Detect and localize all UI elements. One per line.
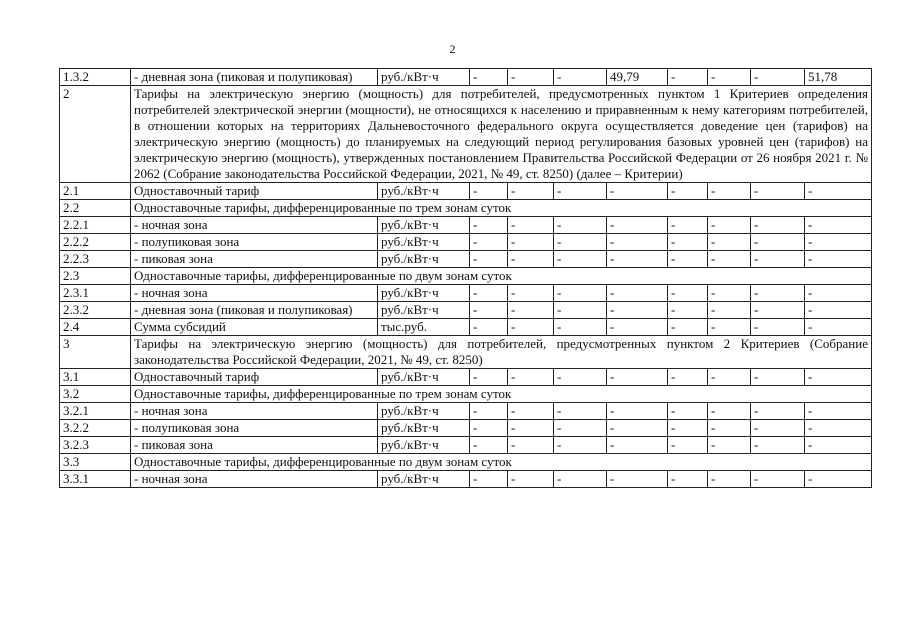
row-number: 2.2.2 (60, 234, 131, 251)
row-value-3: - (554, 471, 607, 488)
row-value-8: - (805, 319, 872, 336)
table-row-header (60, 86, 872, 183)
table-row-section (60, 454, 872, 471)
row-unit: руб./кВт·ч (378, 437, 470, 454)
row-value-8: - (805, 302, 872, 319)
row-unit: руб./кВт·ч (378, 420, 470, 437)
row-name: - полупиковая зона (131, 420, 378, 437)
row-unit: руб./кВт·ч (378, 183, 470, 200)
table-row-detail (60, 251, 872, 268)
row-value-6: - (708, 183, 751, 200)
table-row-detail (60, 302, 872, 319)
row-number: 1.3.2 (60, 69, 131, 86)
row-value-8: - (805, 369, 872, 386)
row-value-2: - (508, 183, 554, 200)
table-row-detail (60, 183, 872, 200)
row-number: 3.1 (60, 369, 131, 386)
row-value-2: - (508, 251, 554, 268)
row-name: Одноставочный тариф (131, 183, 378, 200)
table-row-detail (60, 403, 872, 420)
row-number: 2.3 (60, 268, 131, 285)
row-value-6: - (708, 471, 751, 488)
row-value-4: - (607, 217, 668, 234)
row-value-1: - (470, 319, 508, 336)
row-value-2: - (508, 420, 554, 437)
row-value-4: - (607, 369, 668, 386)
table-row-detail (60, 69, 872, 86)
row-value-7: - (751, 369, 805, 386)
row-value-7: - (751, 69, 805, 86)
row-unit: руб./кВт·ч (378, 217, 470, 234)
row-value-1: - (470, 369, 508, 386)
row-value-2: - (508, 471, 554, 488)
row-value-7: - (751, 403, 805, 420)
row-name: - дневная зона (пиковая и полупиковая) (131, 302, 378, 319)
row-value-5: - (668, 420, 708, 437)
row-value-5: - (668, 369, 708, 386)
row-value-4: - (607, 285, 668, 302)
row-number: 3 (60, 336, 131, 369)
row-unit: тыс.руб. (378, 319, 470, 336)
row-value-6: - (708, 234, 751, 251)
row-value-3: - (554, 403, 607, 420)
row-unit: руб./кВт·ч (378, 403, 470, 420)
row-value-7: - (751, 319, 805, 336)
row-value-8: - (805, 471, 872, 488)
row-name: - дневная зона (пиковая и полупиковая) (131, 69, 378, 86)
row-value-4: - (607, 437, 668, 454)
row-value-5: - (668, 302, 708, 319)
row-value-6: - (708, 319, 751, 336)
row-value-6: - (708, 403, 751, 420)
table-row-detail (60, 369, 872, 386)
row-number: 2.1 (60, 183, 131, 200)
row-number: 3.2.2 (60, 420, 131, 437)
row-value-6: - (708, 251, 751, 268)
row-unit: руб./кВт·ч (378, 302, 470, 319)
row-value-7: - (751, 302, 805, 319)
row-value-3: - (554, 437, 607, 454)
row-value-1: - (470, 69, 508, 86)
row-value-3: - (554, 285, 607, 302)
table-row-header (60, 336, 872, 369)
row-value-4: - (607, 471, 668, 488)
row-value-4: - (607, 251, 668, 268)
row-value-4: - (607, 302, 668, 319)
table-row-section (60, 200, 872, 217)
row-value-4: - (607, 234, 668, 251)
row-value-6: - (708, 369, 751, 386)
table-row-detail (60, 234, 872, 251)
row-value-5: - (668, 319, 708, 336)
row-value-1: - (470, 234, 508, 251)
section-title: Одноставочные тарифы, дифференцированные по двум зонам суток (131, 268, 872, 285)
row-value-2: - (508, 217, 554, 234)
row-number: 2 (60, 86, 131, 183)
table-row-section (60, 268, 872, 285)
row-value-3: - (554, 369, 607, 386)
row-value-7: - (751, 183, 805, 200)
row-value-2: - (508, 403, 554, 420)
row-value-8: - (805, 217, 872, 234)
row-unit: руб./кВт·ч (378, 251, 470, 268)
row-number: 2.2 (60, 200, 131, 217)
row-number: 3.2 (60, 386, 131, 403)
row-value-3: - (554, 183, 607, 200)
row-value-7: - (751, 285, 805, 302)
table-row-section (60, 386, 872, 403)
row-number: 2.3.1 (60, 285, 131, 302)
row-value-1: - (470, 420, 508, 437)
row-value-6: - (708, 285, 751, 302)
row-unit: руб./кВт·ч (378, 69, 470, 86)
row-value-3: - (554, 217, 607, 234)
row-value-5: - (668, 251, 708, 268)
table-row-detail (60, 319, 872, 336)
row-value-5: - (668, 217, 708, 234)
row-value-7: - (751, 471, 805, 488)
row-name: - ночная зона (131, 217, 378, 234)
row-value-2: - (508, 285, 554, 302)
row-value-8: - (805, 183, 872, 200)
row-value-8: - (805, 234, 872, 251)
row-value-7: - (751, 437, 805, 454)
row-value-4: - (607, 319, 668, 336)
row-value-8: - (805, 251, 872, 268)
row-value-1: - (470, 437, 508, 454)
row-value-5: - (668, 285, 708, 302)
row-unit: руб./кВт·ч (378, 285, 470, 302)
row-value-3: - (554, 251, 607, 268)
row-number: 2.4 (60, 319, 131, 336)
row-unit: руб./кВт·ч (378, 471, 470, 488)
row-value-6: - (708, 217, 751, 234)
row-value-6: - (708, 437, 751, 454)
row-value-2: - (508, 437, 554, 454)
row-value-6: - (708, 302, 751, 319)
row-value-1: - (470, 183, 508, 200)
row-value-5: - (668, 403, 708, 420)
row-value-8: - (805, 403, 872, 420)
row-name: Одноставочный тариф (131, 369, 378, 386)
row-value-3: - (554, 234, 607, 251)
row-value-5: - (668, 234, 708, 251)
row-number: 3.2.1 (60, 403, 131, 420)
section-title: Одноставочные тарифы, дифференцированные по трем зонам суток (131, 386, 872, 403)
table-row-detail (60, 471, 872, 488)
section-title: Одноставочные тарифы, дифференцированные по двум зонам суток (131, 454, 872, 471)
row-value-4: - (607, 403, 668, 420)
row-value-8: 51,78 (805, 69, 872, 86)
row-value-5: - (668, 69, 708, 86)
row-value-8: - (805, 437, 872, 454)
row-number: 2.2.3 (60, 251, 131, 268)
row-number: 2.2.1 (60, 217, 131, 234)
row-name: Сумма субсидий (131, 319, 378, 336)
row-value-7: - (751, 234, 805, 251)
row-value-3: - (554, 302, 607, 319)
row-name: - пиковая зона (131, 437, 378, 454)
row-value-8: - (805, 420, 872, 437)
row-number: 3.2.3 (60, 437, 131, 454)
row-value-4: 49,79 (607, 69, 668, 86)
table-row-detail (60, 285, 872, 302)
tariff-table (59, 68, 872, 488)
row-value-7: - (751, 217, 805, 234)
page-number: 2 (449, 42, 456, 56)
tariff-table-body (60, 69, 872, 488)
row-value-2: - (508, 69, 554, 86)
row-number: 2.3.2 (60, 302, 131, 319)
row-name: - ночная зона (131, 403, 378, 420)
row-value-1: - (470, 403, 508, 420)
table-row-detail (60, 217, 872, 234)
row-value-2: - (508, 369, 554, 386)
row-value-6: - (708, 69, 751, 86)
row-name: - ночная зона (131, 471, 378, 488)
row-unit: руб./кВт·ч (378, 369, 470, 386)
row-value-5: - (668, 471, 708, 488)
row-value-4: - (607, 183, 668, 200)
row-name: - ночная зона (131, 285, 378, 302)
row-number: 3.3.1 (60, 471, 131, 488)
table-row-detail (60, 420, 872, 437)
row-name: - пиковая зона (131, 251, 378, 268)
row-value-1: - (470, 285, 508, 302)
row-value-1: - (470, 251, 508, 268)
row-value-7: - (751, 420, 805, 437)
row-name: - полупиковая зона (131, 234, 378, 251)
row-value-3: - (554, 420, 607, 437)
row-value-2: - (508, 319, 554, 336)
row-value-1: - (470, 302, 508, 319)
table-row-detail (60, 437, 872, 454)
row-value-5: - (668, 437, 708, 454)
row-unit: руб./кВт·ч (378, 234, 470, 251)
row-value-2: - (508, 302, 554, 319)
row-value-6: - (708, 420, 751, 437)
row-value-7: - (751, 251, 805, 268)
row-value-1: - (470, 217, 508, 234)
row-value-8: - (805, 285, 872, 302)
group-title: Тарифы на электрическую энергию (мощность) для потребителей, предусмотренных пунктом 2 Критериев (Собрание законодательства Российской Федерации, 2021, № 49, ст. 8250) (131, 336, 872, 369)
row-value-3: - (554, 69, 607, 86)
section-title: Одноставочные тарифы, дифференцированные по трем зонам суток (131, 200, 872, 217)
row-value-1: - (470, 471, 508, 488)
row-number: 3.3 (60, 454, 131, 471)
row-value-5: - (668, 183, 708, 200)
row-value-2: - (508, 234, 554, 251)
row-value-3: - (554, 319, 607, 336)
group-title: Тарифы на электрическую энергию (мощность) для потребителей, предусмотренных пунктом 1 Критериев определения потребителей электрической энергии (мощности), не относящихся к населению и приравненным к нему категориям потребителей, в отношении которых на территориях Дальневосточного федерального округа осуществляется доведение цен (тарифов) на электрическую энергию (мощность) до планируемых на следующий период регулирования базовых уровней цен (тарифов) на электрическую энергию (мощность), утвержденных постановлением Правительства Российской Федерации от 26 ноября 2021 г. № 2062 (Собрание законодательства Российской Федерации, 2021, № 49, ст. 8250) (далее – Критерии) (131, 86, 872, 183)
row-value-4: - (607, 420, 668, 437)
